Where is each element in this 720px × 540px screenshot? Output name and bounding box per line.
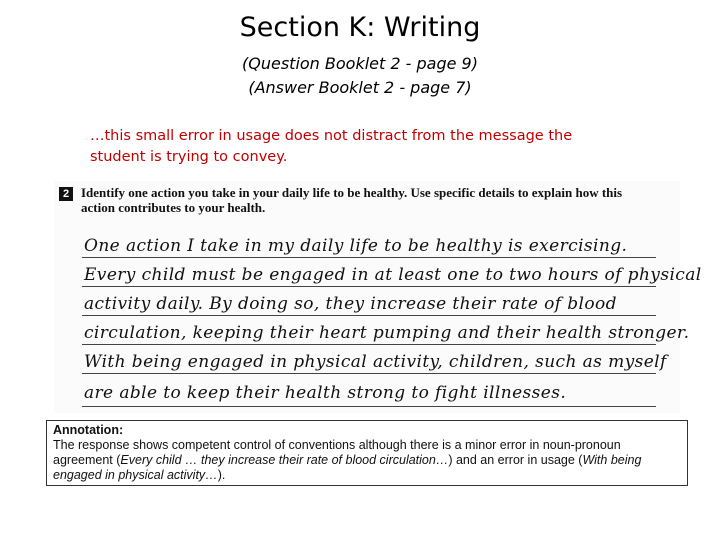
annotation-quote-agreement: Every child … they increase their rate of blood circulation…	[120, 453, 449, 467]
answer-booklet-reference: (Answer Booklet 2 - page 7)	[248, 78, 472, 97]
handwritten-line: With being engaged in physical activity, children, such as myself	[84, 352, 667, 372]
annotation-quote-usage: With being engaged in physical activity…	[53, 453, 642, 482]
page-title: Section K: Writing	[239, 12, 481, 43]
annotation-box	[46, 420, 688, 486]
question-prompt: Identify one action you take in your daily life to be healthy. Use specific details to explain how this action contributes to your health.	[81, 185, 623, 215]
annotation-text-part: ).	[217, 468, 226, 482]
ruled-line	[82, 286, 656, 287]
ruled-line	[82, 373, 656, 374]
question-booklet-reference: (Question Booklet 2 - page 9)	[242, 54, 478, 73]
commentary-note: …this small error in usage does not distract from the message the student is trying to convey.	[90, 128, 573, 165]
annotation-text-part: ) and an error in usage (	[448, 453, 583, 467]
ruled-line	[82, 257, 656, 258]
handwritten-line: Every child must be engaged in at least one to two hours of physical	[84, 265, 702, 285]
annotation-heading: Annotation:	[53, 423, 124, 437]
annotation-text-part: The response shows competent control of conventions although there is a minor error in noun-pronoun agreement (	[53, 438, 621, 467]
handwritten-line: One action I take in my daily life to be healthy is exercising.	[84, 236, 628, 256]
ruled-line	[82, 344, 656, 345]
handwritten-line: circulation, keeping their heart pumping and their health stronger.	[84, 323, 690, 343]
ruled-line	[82, 406, 656, 407]
ruled-line	[82, 315, 656, 316]
question-number-badge: 2	[59, 187, 73, 201]
annotation-text	[53, 438, 681, 483]
student-response-scan	[54, 181, 702, 413]
handwritten-line: are able to keep their health strong to fight illnesses.	[84, 383, 567, 403]
handwritten-line: activity daily. By doing so, they increase their rate of blood	[84, 294, 617, 314]
